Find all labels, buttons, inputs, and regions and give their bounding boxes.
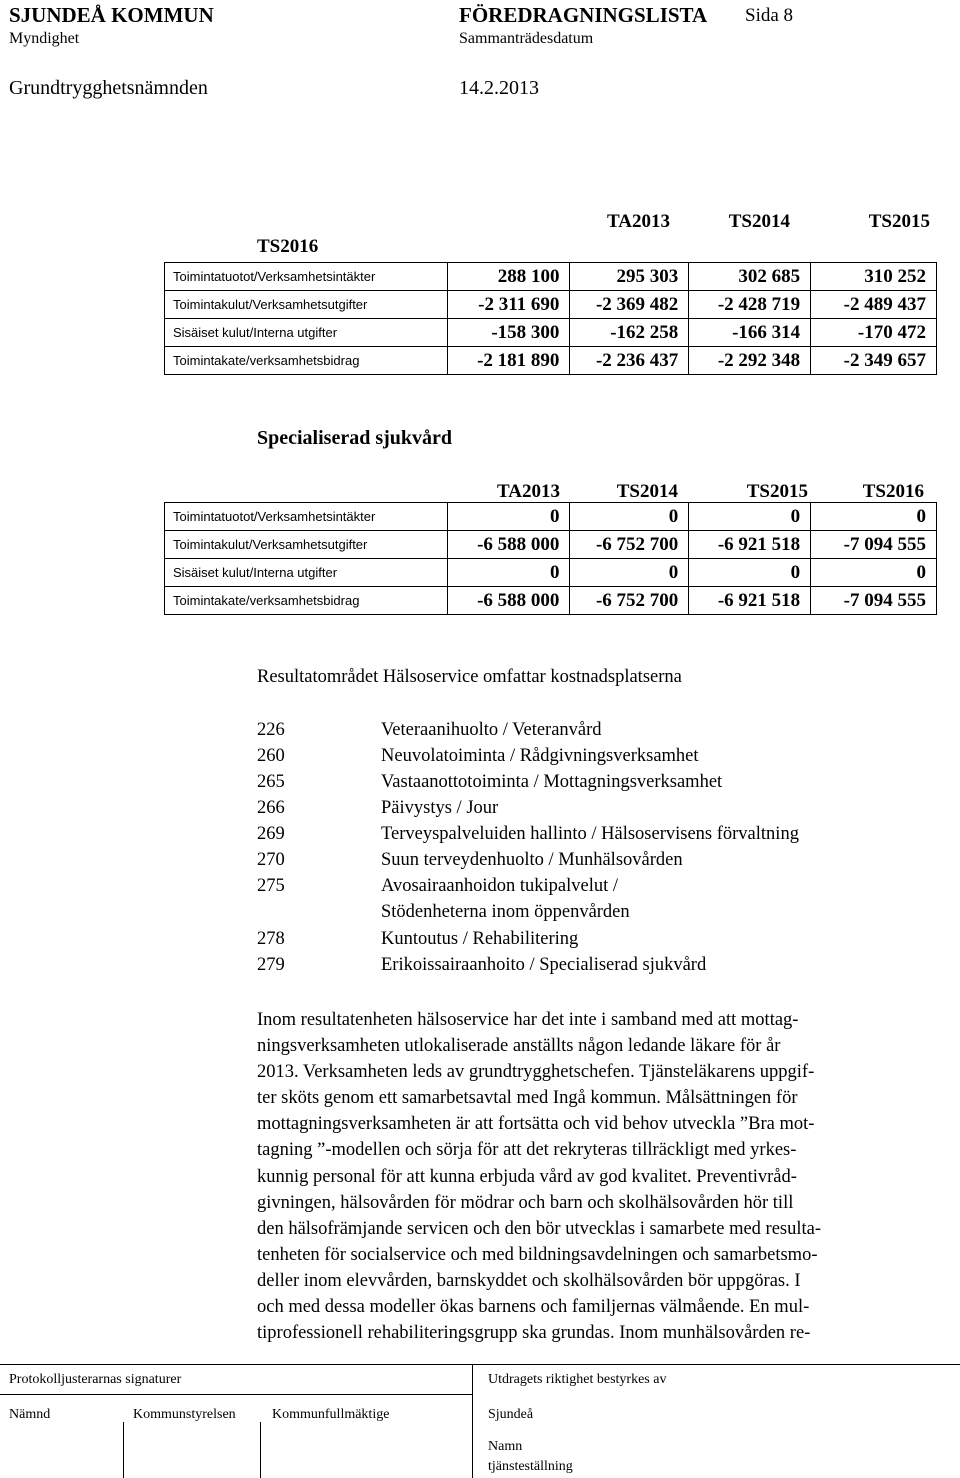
cell-value: -6 588 000: [447, 587, 570, 615]
list-item: [257, 798, 498, 819]
cost-center-code: 226: [257, 720, 285, 740]
authority-name: Grundtrygghetsnämnden: [9, 77, 208, 99]
table-row: [165, 291, 937, 319]
table2-col-header: TA2013: [497, 481, 560, 502]
cost-center-name: Päivystys / Jour: [381, 798, 499, 818]
footer-rule: [0, 1394, 472, 1395]
text-line: tenheten för socialservice och med bildningsavdelningen och samarbetsmo-: [257, 1244, 818, 1265]
cost-center-code: 275: [257, 876, 285, 896]
table-row: [165, 319, 937, 347]
text-line: och med dessa modeller ökas barnens och familjernas välmående. En mul-: [257, 1297, 810, 1318]
intro-text: Resultatområdet Hälsoservice omfattar kostnadsplatserna: [257, 667, 682, 687]
signatures-label: Protokolljusterarnas signaturer: [9, 1372, 182, 1387]
cell-value: -170 472: [811, 319, 937, 347]
cost-center-code: 270: [257, 850, 285, 870]
cost-center-code: 260: [257, 746, 285, 766]
list-item: [257, 746, 699, 767]
list-item: [257, 876, 618, 897]
table-row: [165, 559, 937, 587]
cell-value: -166 314: [689, 319, 811, 347]
footer-top-rule: [0, 1364, 960, 1365]
signature-field-council: Kommunfullmäktige: [272, 1407, 390, 1422]
cell-value: -162 258: [570, 319, 689, 347]
cost-center-name: Terveyspalveluiden hallinto / Hälsoservisens förvaltning: [381, 824, 799, 844]
cell-value: -6 921 518: [689, 587, 811, 615]
list-item: [257, 772, 722, 793]
page-number: Sida 8: [745, 5, 794, 26]
cell-value: -7 094 555: [811, 531, 937, 559]
row-label: Toimintakate/verksamhetsbidrag: [165, 587, 448, 615]
table-row: [165, 263, 937, 291]
table-row: [165, 587, 937, 615]
body-paragraph: [257, 1007, 927, 1346]
text-line: ningsverksamheten utlokaliserade anställts någon ledande läkare för år: [257, 1036, 781, 1057]
section-title: Specialiserad sjukvård: [257, 427, 453, 449]
cell-value: 0: [811, 503, 937, 531]
cell-value: -7 094 555: [811, 587, 937, 615]
cell-value: -2 181 890: [447, 347, 570, 375]
cost-center-name: Kuntoutus / Rehabilitering: [381, 929, 579, 949]
certified-label: Utdragets riktighet bestyrkes av: [488, 1372, 667, 1387]
cell-value: 0: [570, 559, 689, 587]
cell-value: 302 685: [689, 263, 811, 291]
list-item: [257, 850, 683, 871]
municipality-name: SJUNDEÅ KOMMUN: [9, 3, 214, 27]
text-line: den hälsofrämjande servicen och den bör utvecklas i samarbete med resulta-: [257, 1218, 822, 1239]
cost-center-name: Erikoissairaanhoito / Specialiserad sjukvård: [381, 955, 707, 975]
text-line: mottagningsverksamheten är att fortsätta och vid behov utveckla ”Bra mot-: [257, 1114, 815, 1135]
cost-center-name: Avosairaanhoidon tukipalvelut /: [381, 876, 619, 896]
cell-value: -2 292 348: [689, 347, 811, 375]
table-row: [165, 503, 937, 531]
cost-center-name: Vastaanottotoiminta / Mottagningsverksamhet: [381, 772, 723, 792]
text-line: kunnig personal för att kunna erbjuda vård av god kvalitet. Preventivråd-: [257, 1166, 797, 1187]
cell-value: -6 752 700: [570, 531, 689, 559]
certifier-title-label: tjänsteställning: [488, 1459, 573, 1474]
signature-footer: [0, 1364, 960, 1478]
text-line: Inom resultatenheten hälsoservice har det inte i samband med att mottag-: [257, 1010, 799, 1030]
table1-col-header: TS2015: [868, 211, 930, 232]
table1-col-header: TA2013: [607, 211, 670, 232]
cost-center-code: 266: [257, 798, 285, 818]
cost-center-code: 265: [257, 772, 285, 792]
text-line: givningen, hälsovården för mödrar och barn och skolhälsovården hör till: [257, 1192, 794, 1213]
footer-divider: [123, 1422, 124, 1478]
list-item: [257, 902, 630, 923]
table2-col-header: TS2015: [746, 481, 808, 502]
row-label: Toimintatuotot/Verksamhetsintäkter: [165, 263, 448, 291]
cost-center-name: Neuvolatoiminta / Rådgivningsverksamhet: [381, 746, 699, 766]
table1-col-header: TS2014: [728, 211, 790, 232]
list-item: [257, 824, 799, 845]
cell-value: -2 489 437: [811, 291, 937, 319]
cell-value: -2 311 690: [447, 291, 570, 319]
cell-value: -6 752 700: [570, 587, 689, 615]
list-item: [257, 929, 578, 950]
table-row: [165, 531, 937, 559]
cost-center-code: 279: [257, 955, 285, 975]
footer-divider: [472, 1364, 473, 1478]
row-label: Sisäiset kulut/Interna utgifter: [165, 319, 448, 347]
budget-table-1: [164, 262, 937, 375]
certifier-name-label: Namn: [488, 1439, 523, 1454]
cell-value: -6 921 518: [689, 531, 811, 559]
cell-value: -2 349 657: [811, 347, 937, 375]
cell-value: 0: [689, 559, 811, 587]
row-label: Sisäiset kulut/Interna utgifter: [165, 559, 448, 587]
text-line: 2013. Verksamheten leds av grundtrygghetschefen. Tjänsteläkarens uppgif-: [257, 1062, 815, 1083]
cell-value: 0: [570, 503, 689, 531]
budget-table-2: [164, 502, 937, 615]
table-row: [165, 347, 937, 375]
cell-value: -2 369 482: [570, 291, 689, 319]
list-item: [257, 955, 706, 976]
cell-value: 0: [447, 559, 570, 587]
cell-value: -6 588 000: [447, 531, 570, 559]
cell-value: -2 236 437: [570, 347, 689, 375]
cell-value: -2 428 719: [689, 291, 811, 319]
signature-field-board: Nämnd: [9, 1407, 51, 1422]
signature-field-executive: Kommunstyrelsen: [133, 1407, 236, 1422]
cost-center-code: 278: [257, 929, 285, 949]
cell-value: -158 300: [447, 319, 570, 347]
authority-label: Myndighet: [9, 30, 80, 47]
table2-col-header: TS2016: [862, 481, 924, 502]
cell-value: 310 252: [811, 263, 937, 291]
meeting-date-label: Sammanträdesdatum: [459, 30, 594, 47]
cost-center-name: Suun terveydenhuolto / Munhälsovården: [381, 850, 683, 870]
cost-center-code: 269: [257, 824, 285, 844]
row-label: Toimintakulut/Verksamhetsutgifter: [165, 531, 448, 559]
text-line: ter sköts genom ett samarbetsavtal med Ingå kommun. Målsättningen för: [257, 1088, 798, 1109]
cell-value: 0: [811, 559, 937, 587]
document-type: FÖREDRAGNINGSLISTA: [459, 3, 708, 27]
text-line: tiprofessionell rehabiliteringsgrupp ska grundas. Inom munhälsovården re-: [257, 1323, 811, 1344]
row-label: Toimintatuotot/Verksamhetsintäkter: [165, 503, 448, 531]
cell-value: 295 303: [570, 263, 689, 291]
list-item: [257, 720, 602, 741]
meeting-date: 14.2.2013: [459, 77, 539, 99]
text-line: tagning ”-modellen och sörja för att det rekryteras tillräckligt med yrkes-: [257, 1140, 797, 1161]
footer-divider: [260, 1422, 261, 1478]
table2-col-header: TS2014: [616, 481, 678, 502]
certification-place: Sjundeå: [488, 1407, 534, 1422]
cell-value: 0: [689, 503, 811, 531]
cost-center-name: Stödenheterna inom öppenvården: [381, 902, 630, 922]
cost-center-name: Veteraanihuolto / Veteranvård: [381, 720, 602, 740]
table1-col-header: TS2016: [257, 236, 319, 257]
cell-value: 0: [447, 503, 570, 531]
cell-value: 288 100: [447, 263, 570, 291]
row-label: Toimintakulut/Verksamhetsutgifter: [165, 291, 448, 319]
row-label: Toimintakate/verksamhetsbidrag: [165, 347, 448, 375]
text-line: deller inom elevvården, barnskyddet och skolhälsovården bör uppgöras. I: [257, 1270, 801, 1291]
